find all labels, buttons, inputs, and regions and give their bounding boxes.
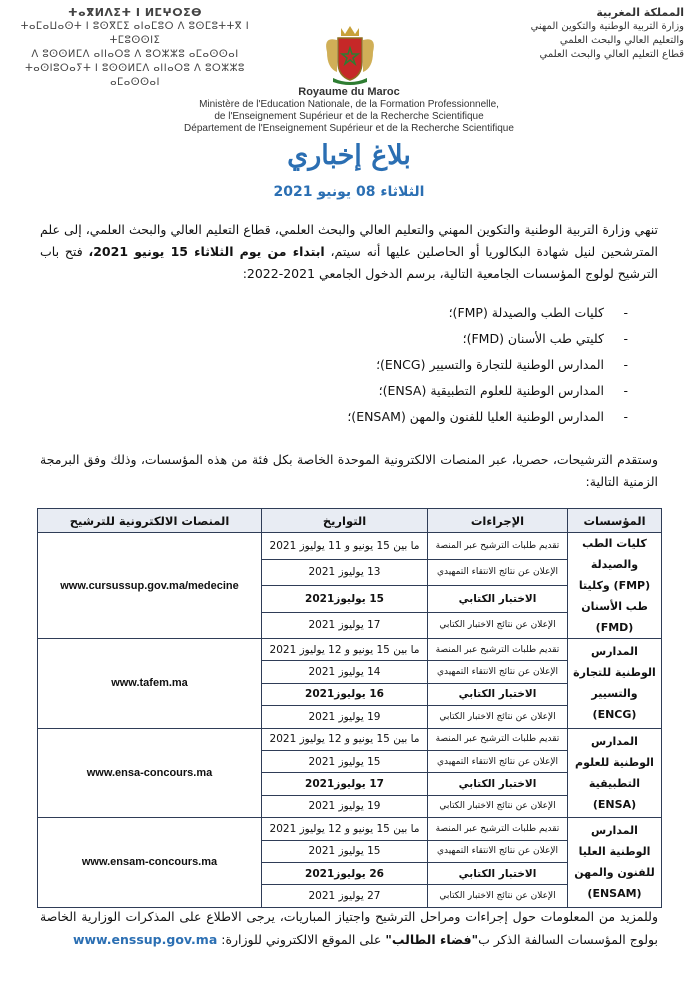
intro-text-end: فتح باب الترشيح لولوج المؤسسات الجامعية التالية، برسم الدخول الجامعي 2021-2022: <box>40 244 658 281</box>
header-french <box>0 86 698 135</box>
column-header-dates: التواريخ <box>262 509 428 533</box>
header-arabic-line: المملكة المغربية <box>596 6 684 19</box>
date-cell: 17 يوليوز2021 <box>262 773 428 795</box>
date-cell: ما بين 15 يونيو و 11 يوليوز 2021 <box>262 533 428 560</box>
procedure-cell: الإعلان عن نتائج الانتقاء التمهيدي <box>428 559 568 586</box>
date-cell: 15 يوليوز 2021 <box>262 840 428 862</box>
header-tifinagh <box>10 6 260 90</box>
column-header-procedures: الإجراءات <box>428 509 568 533</box>
procedure-cell: الإعلان عن نتائج الانتقاء التمهيدي <box>428 840 568 862</box>
table-row <box>38 639 662 661</box>
announcement-date: الثلاثاء 08 يونيو 2021 <box>273 184 425 200</box>
date-cell: 13 يوليوز 2021 <box>262 559 428 586</box>
list-item: - كليتي طب الأسنان (FMD)؛ <box>68 326 628 352</box>
procedure-cell: الإعلان عن نتائج الاختبار الكتابي <box>428 795 568 817</box>
platform-link[interactable]: www.ensam-concours.ma <box>38 818 262 908</box>
procedure-cell: الإعلان عن نتائج الانتقاء التمهيدي <box>428 750 568 772</box>
table-row <box>38 728 662 750</box>
procedure-cell: تقديم طلبات الترشيح عبر المنصة <box>428 818 568 840</box>
table-row <box>38 533 662 560</box>
header-french-line: Royaume du Maroc <box>298 86 400 98</box>
institutions-list <box>68 300 628 430</box>
header-tifinagh-line: ⴷ ⵓⵙⵙⵍⵎⴷ ⴰⵏⵏⴰⵔⵓ ⴷ ⵓⵔⵣⵣⵓ ⴰⵎⴰⵙⵙⴰⵏ <box>31 49 239 60</box>
date-cell: 15 يوليوز2021 <box>262 586 428 613</box>
header-french-line: Ministère de l'Education Nationale, de la Formation Professionnelle, <box>199 99 499 110</box>
procedure-cell: الإعلان عن نتائج الاختبار الكتابي <box>428 612 568 639</box>
column-header-platforms: المنصات الالكترونية للترشيح <box>38 509 262 533</box>
header-tifinagh-line: ⵜⴰⵙⵏⵓⵔⴰⵢⵜ ⵏ ⵓⵙⵙⵍⵎⴷ ⴰⵏⵏⴰⵔⵓ ⴷ ⵓⵔⵣⵣⵓ ⴰⵎⴰⵙⵙⴰⵏ <box>25 63 245 88</box>
procedure-cell: الإعلان عن نتائج الاختبار الكتابي <box>428 706 568 728</box>
header-french-line: Département de l'Enseignement Supérieur et de la Recherche Scientifique <box>184 123 514 134</box>
student-space-label: "فضاء الطالب" <box>385 932 479 947</box>
closing-text-end: على الموقع الالكتروني للوزارة: <box>217 932 386 947</box>
date-cell: ما بين 15 يونيو و 12 يوليوز 2021 <box>262 639 428 661</box>
date-cell: 16 يوليوز2021 <box>262 683 428 705</box>
procedure-cell: الاختبار الكتابي <box>428 683 568 705</box>
date-cell: 26 يوليوز2021 <box>262 862 428 884</box>
column-header-institutions: المؤسسات <box>568 509 662 533</box>
institution-cell: المدارس الوطنية للعلوم التطبيقية (ENSA) <box>568 728 662 818</box>
header-arabic-line: والتعليم العالي والبحث العلمي <box>559 35 684 46</box>
platform-link[interactable]: www.cursussup.gov.ma/medecine <box>38 533 262 639</box>
date-cell: 14 يوليوز 2021 <box>262 661 428 683</box>
list-item: - المدارس الوطنية للتجارة والتسيير (ENCG)؛ <box>68 352 628 378</box>
institution-cell: المدارس الوطنية للتجارة والتسيير (ENCG) <box>568 639 662 729</box>
procedure-cell: الاختبار الكتابي <box>428 773 568 795</box>
procedure-cell: تقديم طلبات الترشيح عبر المنصة <box>428 639 568 661</box>
date-cell: 19 يوليوز 2021 <box>262 706 428 728</box>
date-cell: ما بين 15 يونيو و 12 يوليوز 2021 <box>262 818 428 840</box>
header-arabic-line: وزارة التربية الوطنية والتكوين المهني <box>530 21 684 32</box>
list-item: - المدارس الوطنية العليا للفنون والمهن (ENSAM)؛ <box>68 404 628 430</box>
date-cell: ما بين 15 يونيو و 12 يوليوز 2021 <box>262 728 428 750</box>
procedure-cell: الاختبار الكتابي <box>428 862 568 884</box>
table-header-row <box>38 509 662 533</box>
procedure-cell: تقديم طلبات الترشيح عبر المنصة <box>428 728 568 750</box>
closing-text: وللمزيد من المعلومات حول إجراءات ومراحل الترشيح واجتياز المباريات، يرجى الاطلاع على المذكرات الوزارية الخاصة بولوج المؤسسات السالفة الذكر ب <box>40 909 658 947</box>
header-arabic <box>474 6 684 62</box>
header-french-line: de l'Enseignement Supérieur et de la Recherche Scientifique <box>214 111 484 122</box>
schedule-table <box>37 508 662 908</box>
procedure-cell: الإعلان عن نتائج الاختبار الكتابي <box>428 885 568 907</box>
date-cell: 17 يوليوز 2021 <box>262 612 428 639</box>
header-tifinagh-line: ⵜⴰⵎⴰⵡⴰⵙⵜ ⵏ ⵓⵙⴳⵎⵉ ⴰⵏⴰⵎⵓⵔ ⴷ ⵓⵙⵎⵓⵜⵜⴳ ⵏ ⵜⵎⵓⵙⵙⵏⵉ <box>20 21 250 46</box>
procedure-cell: الاختبار الكتابي <box>428 586 568 613</box>
table-row <box>38 818 662 840</box>
procedure-cell: الإعلان عن نتائج الانتقاء التمهيدي <box>428 661 568 683</box>
header-arabic-line: قطاع التعليم العالي والبحث العلمي <box>539 49 684 60</box>
institution-cell: المدارس الوطنية العليا للفنون والمهن (ENSAM) <box>568 818 662 908</box>
platform-link[interactable]: www.tafem.ma <box>38 639 262 729</box>
intro-bold-date: ابتداء من يوم الثلاثاء 15 يونيو 2021، <box>88 244 325 259</box>
header-tifinagh-line: ⵜⴰⴳⵍⴷⵉⵜ ⵏ ⵍⵎⵖⵔⵉⴱ <box>67 6 202 19</box>
list-item: - المدارس الوطنية للعلوم التطبيقية (ENSA)؛ <box>68 378 628 404</box>
intro-text: تنهي وزارة التربية الوطنية والتكوين المهني والتعليم العالي والبحث العلمي، قطاع التعليم العالي والبحث العلمي، إلى علم المترشحين لنيل شهادة البكالوريا أو الحاصلين عليها أنه سيتم، <box>40 222 658 259</box>
list-item: - كليات الطب والصيدلة (FMP)؛ <box>68 300 628 326</box>
royal-emblem-icon <box>319 22 381 88</box>
closing-paragraph <box>40 905 658 951</box>
page-title: بلاغ إخباري <box>287 140 411 171</box>
intro-paragraph <box>40 219 658 285</box>
date-cell: 27 يوليوز 2021 <box>262 885 428 907</box>
ministry-website-link[interactable]: www.enssup.gov.ma <box>72 932 218 947</box>
schedule-intro-paragraph: وستقدم الترشيحات، حصريا، عبر المنصات الالكترونية الموحدة الخاصة بكل فئة من هذه المؤسسات، وذلك وفق البرمجة الزمنية التالية: <box>40 452 658 489</box>
procedure-cell: تقديم طلبات الترشيح عبر المنصة <box>428 533 568 560</box>
date-cell: 19 يوليوز 2021 <box>262 795 428 817</box>
platform-link[interactable]: www.ensa-concours.ma <box>38 728 262 818</box>
institution-cell: كليات الطب والصيدلة (FMP) وكليتا طب الأسنان (FMD) <box>568 533 662 639</box>
date-cell: 15 يوليوز 2021 <box>262 750 428 772</box>
